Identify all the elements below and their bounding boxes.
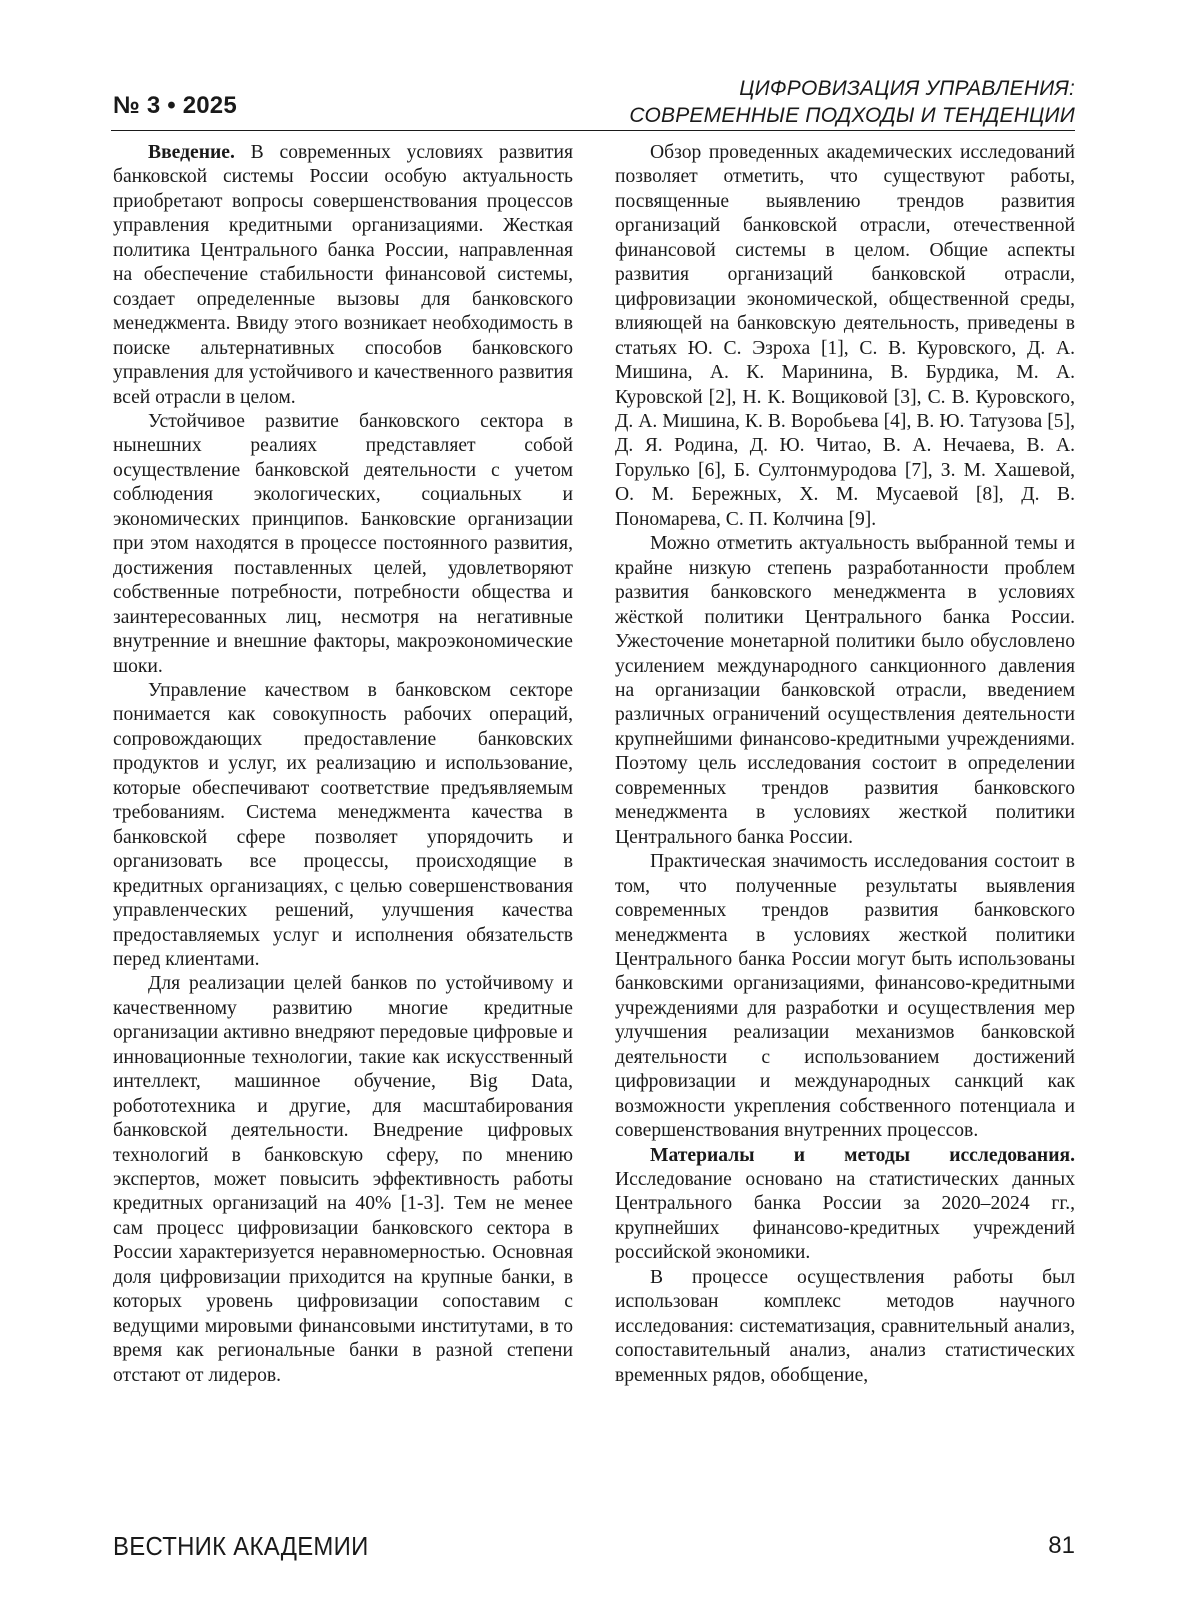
paragraph-literature-review: Обзор проведенных академических исследований позволяет отметить, что существуют работы, посвященные выявлению трендов развития организаций банковской отрасли, отечественной финансовой системы в целом. Общие аспекты развития организаций банковской отрасли, цифровизации экономической, общественной среды, влияющей на банковскую деятельность, приведены в статьях Ю. С. Эзроха [1], С. В. Куровского, Д. А. Мишина, А. К. Маринина, В. Бурдика, М. А. Куровской [2], Н. К. Вощиковой [3], С. В. Куровского, Д. А. Мишина, К. В. Воробьева [4], В. Ю. Татузова [5], Д. Я. Родина, Д. Ю. Читао, В. А. Нечаева, В. А. Горулько [6], Б. Султонмуродова [7], З. М. Хашевой, О. М. Бережных, Х. М. Мусаевой [8], Д. В. Пономарева, С. П. Колчина [9]. bbox=[615, 142, 1075, 530]
methods-heading: Материалы и методы исследования. bbox=[650, 1144, 1075, 1166]
paragraph-quality-management: Управление качеством в банковском секторе понимается как совокупность рабочих операций, сопровождающих предоставление банковских продуктов и услуг, их реализацию и использование, которые обеспечивают соответствие предъявляемым требованиям. Система менеджмента качества в банковской сфере позволяет упорядочить и организовать все процессы, происходящие в кредитных организациях, с целью совершенствования управленческих решений, улучшения качества предоставляемых услуг и исполнения обязательств перед клиентами. bbox=[113, 679, 573, 970]
paragraph-methods-list: В процессе осуществления работы был использован комплекс методов научного исследования: систематизация, сравнительный анализ, сопоставительный анализ, анализ статистических временных рядов, обобщение, bbox=[615, 1266, 1075, 1386]
paragraph-relevance: Можно отметить актуальность выбранной темы и крайне низкую степень разработанности проблем развития банковского менеджмента в условиях жёсткой политики Центрального банка России. Ужесточение монетарной политики было обусловлено усилением международного санкционного давления на организации банковской отрасли, введением различных ограничений осуществления деятельности крупнейшими финансово-кредитными учреждениями. Поэтому цель исследования состоит в определении современных трендов развития банковского менеджмента в условиях жесткой политики Центрального банка России. bbox=[615, 533, 1075, 848]
paragraph-materials-methods bbox=[615, 1144, 1075, 1266]
header-divider bbox=[111, 130, 1075, 131]
paragraph-digitalization: Для реализации целей банков по устойчивому и качественному развитию многие кредитные организации активно внедряют передовые цифровые и инновационные технологии, такие как искусственный интеллект, машинное обучение, Big Data, робототехника и другие, для масштабирования банковской деятельности. Внедрение цифровых технологий в банковскую сферу, по мнению экспертов, может повысить эффективность работы кредитных организаций на 40% [1-3]. Тем не менее сам процесс цифровизации банковского сектора в России характеризуется неравномерностью. Основная доля цифровизации приходится на крупные банки, в которых уровень цифровизации сопоставим с ведущими мировыми финансовыми институтами, в то время как региональные банки в разной степени отстают от лидеров. bbox=[113, 973, 573, 1386]
paragraph-text: В современных условиях развития банковской системы России особую актуальность приобретают вопросы совершенствования процессов управления кредитными организациями. Жесткая политика Центрального банка России, направленная на обеспечение стабильности финансовой системы, создает определенные вызовы для банковского менеджмента. Ввиду этого возникает необходимость в поиске альтернативных способов банковского управления для устойчивого и качественного развития всей отрасли в целом. bbox=[113, 142, 573, 408]
paragraph-practical-significance: Практическая значимость исследования состоит в том, что полученные результаты выявления современных трендов развития банковского менеджмента в условиях жесткой политики Центрального банка России могут быть использованы банковскими организациями, финансово-кредитными учреждениями для разработки и осуществления мер улучшения реализации механизмов банковской деятельности с использованием достижений цифровизации и международных санкций как возможности укрепления собственного потенциала и совершенствования внутренних процессов. bbox=[615, 851, 1075, 1142]
paragraph-text: Исследование основано на статистических данных Центрального банка России за 2020–2024 гг., крупнейших финансово-кредитных учреждений российской экономики. bbox=[615, 1169, 1075, 1264]
left-column bbox=[113, 141, 573, 1388]
page-number: 81 bbox=[1048, 1532, 1075, 1559]
paragraph-introduction bbox=[113, 141, 573, 410]
section-title bbox=[515, 75, 1075, 129]
introduction-heading: Введение. bbox=[148, 142, 235, 163]
section-title-line1: ЦИФРОВИЗАЦИЯ УПРАВЛЕНИЯ: bbox=[739, 77, 1075, 100]
section-title-line2: СОВРЕМЕННЫЕ ПОДХОДЫ И ТЕНДЕНЦИИ bbox=[629, 104, 1075, 127]
right-column bbox=[615, 141, 1075, 1388]
issue-number: № 3 • 2025 bbox=[113, 92, 237, 119]
journal-name: ВЕСТНИК АКАДЕМИИ bbox=[113, 1531, 369, 1561]
paragraph-sustainable-development: Устойчивое развитие банковского сектора в нынешних реалиях представляет собой осуществление банковской деятельности с учетом соблюдения экологических, социальных и экономических принципов. Банковские организации при этом находятся в процессе постоянного развития, достижения поставленных целей, удовлетворяют собственные потребности, потребности общества и заинтересованных лиц, несмотря на негативные внутренние и внешние факторы, макроэкономические шоки. bbox=[113, 410, 573, 677]
